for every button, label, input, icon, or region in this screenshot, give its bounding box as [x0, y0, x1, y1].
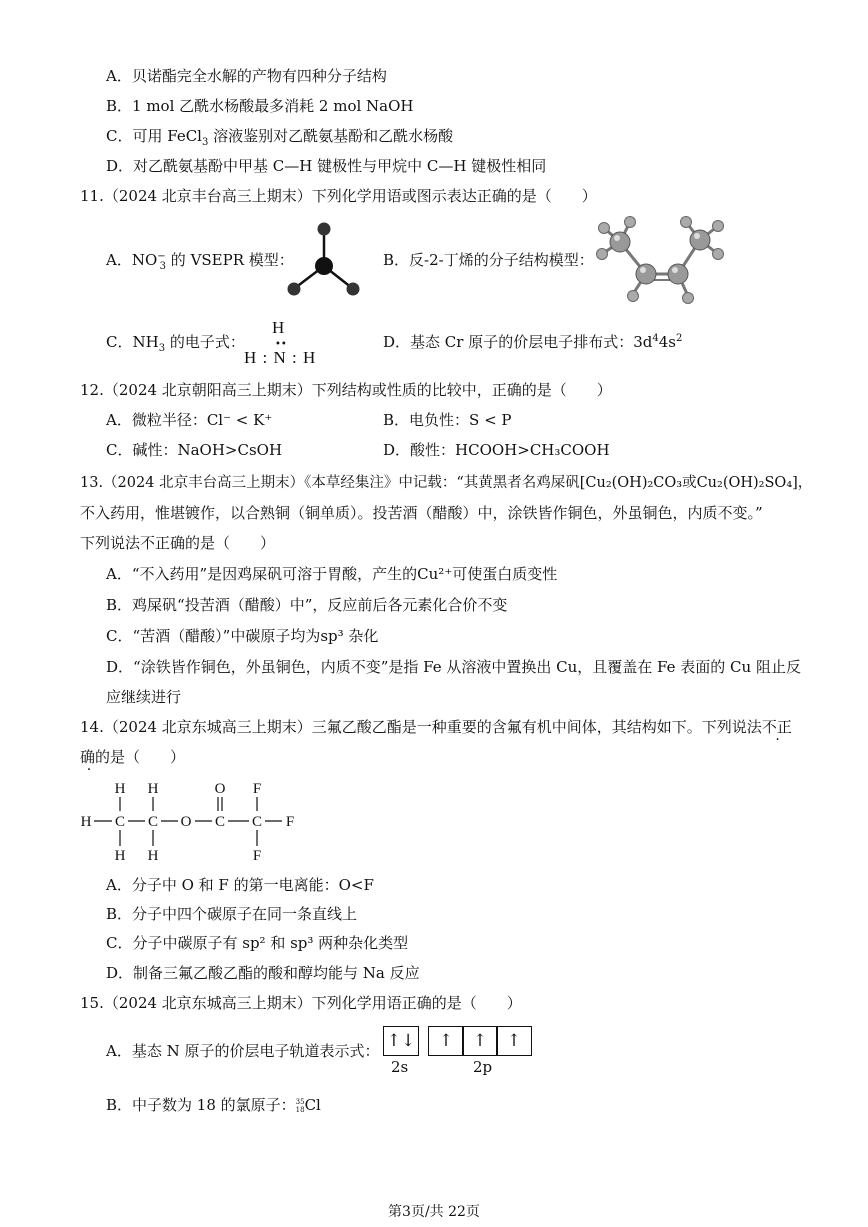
- q14-stem-line1: 14.（2024 北京东城高三上期末）三氟乙酸乙酯是一种重要的含氟有机中间体，其结构如下。下列说法不正: [80, 718, 792, 736]
- q14-option-b: B．分子中四个碳原子在同一条直线上: [106, 905, 358, 923]
- atom-h: H: [80, 814, 92, 830]
- no3-vsepr-model: [278, 216, 368, 306]
- svg-text:F: F: [252, 848, 262, 864]
- svg-text:C: C: [251, 814, 263, 830]
- q10-option-d: D．对乙酰氨基酚中甲基 C—H 键极性与甲烷中 C—H 键极性相同: [106, 157, 547, 175]
- q13-stem-line3: 下列说法不正确的是（ ）: [80, 534, 276, 552]
- page-footer: 第3页/共 22页: [388, 1204, 480, 1220]
- q11-stem: 11.（2024 北京丰台高三上期末）下列化学用语或图示表达正确的是（ ）: [80, 187, 597, 205]
- q11-option-d: D．基态 Cr 原子的价层电子排布式：$3d^44s^2$: [383, 333, 683, 351]
- q12-stem: 12.（2024 北京朝阳高三上期末）下列结构或性质的比较中，正确的是（ ）: [80, 381, 612, 399]
- svg-text:H: H: [147, 848, 159, 864]
- nh3-electron-formula-top-h: H: [272, 318, 285, 337]
- q13-option-b: B．鸡屎矾“投苦酒（醋酸）中”，反应前后各元素化合价不变: [106, 596, 508, 614]
- orbital-box-2p-1: ↑: [428, 1026, 464, 1056]
- orbital-box-2s: ↑↓: [383, 1026, 419, 1056]
- q13-stem-line2: 不入药用，惟堪镀作，以合熟铜（铜单质）。投苦酒（醋酸）中，涂铁皆作铜色，外虽铜色，内质不变。”: [80, 504, 763, 522]
- q12-option-d: D．酸性：HCOOH>CH₃COOH: [383, 441, 610, 459]
- q13-option-a: A．“不入药用”是因鸡屎矾可溶于胃酸，产生的Cu²⁺可使蛋白质变性: [106, 565, 558, 583]
- svg-text:O: O: [180, 814, 192, 830]
- nh3-lone-pair-dots: ••: [275, 339, 287, 350]
- q14-option-c: C．分子中碳原子有 sp² 和 sp³ 两种杂化类型: [106, 934, 409, 952]
- q10-option-b: B．1 mol 乙酰水杨酸最多消耗 2 mol NaOH: [106, 97, 414, 115]
- svg-text:F: F: [252, 781, 262, 797]
- svg-text:C: C: [147, 814, 159, 830]
- q12-option-b: B．电负性：S < P: [383, 411, 512, 429]
- q14-stem-line2: 确的是（ ）: [80, 748, 186, 766]
- svg-text:H: H: [147, 781, 159, 797]
- trans-2-butene-model: [588, 208, 738, 308]
- q10-option-a: A．贝诺酯完全水解的产物有四种分子结构: [106, 67, 387, 85]
- q13-option-c: C．“苦酒（醋酸）”中碳原子均为sp³ 杂化: [106, 627, 379, 645]
- q15-stem: 15.（2024 北京东城高三上期末）下列化学用语正确的是（ ）: [80, 994, 522, 1012]
- svg-text:O: O: [214, 781, 226, 797]
- svg-text:C: C: [214, 814, 226, 830]
- svg-text:C: C: [114, 814, 126, 830]
- nh3-electron-formula-row: H : N : H: [244, 348, 317, 367]
- q12-option-c: C．碱性：NaOH>CsOH: [106, 441, 283, 459]
- orbital-box-2p-2: ↑: [462, 1026, 498, 1056]
- svg-text:H: H: [114, 781, 126, 797]
- q15-option-b: B．中子数为 18 的氯原子： 35 18 Cl: [106, 1096, 321, 1114]
- q13-option-d-line2: 应继续进行: [106, 688, 182, 706]
- q15-option-a: A．基态 N 原子的价层电子轨道表示式：: [106, 1042, 380, 1060]
- svg-text:F: F: [285, 814, 295, 830]
- q11-option-b: B．反-2-丁烯的分子结构模型：: [383, 251, 594, 269]
- q14-option-a: A．分子中 O 和 F 的第一电离能：O<F: [106, 876, 374, 894]
- orbital-label-2s: 2s: [391, 1058, 409, 1076]
- q11-option-a: A．$NO^-_3$ 的 VSEPR 模型：: [106, 251, 294, 272]
- orbital-box-2p-3: ↑: [496, 1026, 532, 1056]
- q14-option-d: D．制备三氟乙酸乙酯的酸和醇均能与 Na 反应: [106, 964, 420, 982]
- orbital-label-2p: 2p: [473, 1058, 493, 1076]
- svg-text:H: H: [114, 848, 126, 864]
- ethyl-trifluoroacetate-structure: [76, 774, 306, 866]
- q13-stem-line1: 13.（2024 北京丰台高三上期末）《本草经集注》中记载：“其黄黑者名鸡屎矾[Cu₂(OH)₂CO₃或Cu₂(OH)₂SO₄]，: [80, 475, 813, 491]
- q10-option-c: C．可用 FeCl$_3$ 溶液鉴别对乙酰氨基酚和乙酰水杨酸: [106, 127, 454, 148]
- q12-option-a: A．微粒半径：Cl⁻ < K⁺: [106, 411, 273, 429]
- q11-option-c: C．$NH_3$ 的电子式：: [106, 333, 245, 354]
- q13-option-d-line1: D．“涂铁皆作铜色，外虽铜色，内质不变”是指 Fe 从溶液中置换出 Cu，且覆盖在 Fe 表面的 Cu 阻止反: [106, 658, 801, 676]
